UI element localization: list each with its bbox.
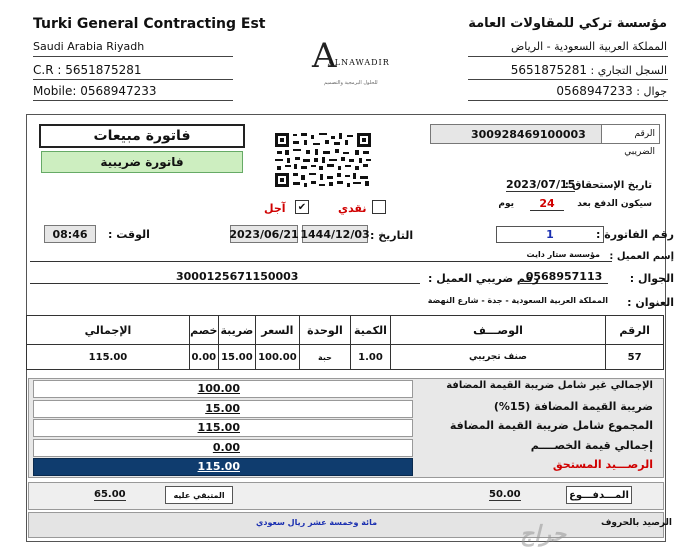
time-label: الوقت :: [108, 228, 150, 241]
payment-due-label: سيكون الدفع بعد: [577, 199, 652, 209]
divider: [468, 82, 668, 101]
payment-due-days: 24: [530, 197, 564, 211]
company-name-ar: مؤسسة تركي للمقاولات العامة: [468, 16, 667, 31]
customer-tax-label: رقم ضريبي العميل :: [428, 272, 540, 285]
remaining-value: 65.00: [94, 489, 126, 500]
invoice-number-label: رقم الفاتورة :: [595, 228, 674, 241]
divider: [468, 38, 668, 57]
address-label: العنوان :: [627, 296, 674, 309]
invoice-subtitle: فاتورة ضريبية: [41, 151, 243, 173]
company-location-en: Saudi Arabia Riyadh: [33, 40, 145, 53]
tax-number-box: [430, 124, 660, 157]
customer-address: المملكة العربية السعودية - جدة - شارع النهضة: [427, 296, 608, 305]
header-desc: الوصـــف: [390, 316, 606, 345]
tax-number-value: 300928469100003: [471, 128, 586, 141]
header-discount: خصم: [189, 316, 218, 345]
customer-tax: 3000125671150003: [30, 270, 420, 284]
cell-desc: صنف تجريبي: [390, 345, 606, 370]
header-no: الرقم: [606, 316, 664, 345]
invoice-title: فاتورة مبيعات: [39, 124, 245, 148]
items-table: [26, 315, 664, 370]
header-price: السعر: [256, 316, 300, 345]
due-label: الرصـــيد المستحق: [552, 458, 653, 471]
logo-sub: للحلول البرمجية والتصميم: [324, 80, 378, 86]
watermark: حراج: [520, 522, 567, 547]
discount-row: [33, 439, 661, 457]
total-incl-label: المجموع شامل ضريبة القيمة المضافة: [449, 419, 653, 432]
subtotal-row: [33, 380, 661, 398]
divider: [33, 38, 233, 57]
header-qty: الكمية: [351, 316, 390, 345]
header-tax: ضريبة: [218, 316, 255, 345]
due-date-value: 2023/07/15: [506, 178, 576, 191]
vat-field: [33, 400, 413, 418]
subtotal-field: [33, 380, 413, 398]
customer-name: مؤسسة ستار دايت: [526, 250, 600, 259]
words-label: الرصيد بالحروف: [600, 518, 672, 528]
date-hijri: 1444/12/03: [302, 225, 368, 243]
vat-value: 15.00: [205, 402, 240, 415]
cell-price: 100.00: [256, 345, 300, 370]
credit-label: آجل: [264, 202, 286, 215]
time-value: 08:46: [44, 225, 96, 243]
discount-field: [33, 439, 413, 457]
check-icon: ✔: [297, 201, 307, 213]
company-location-ar: المملكة العربية السعودية - الرياض: [510, 40, 667, 53]
vat-label: ضريبة القيمة المضافة (15%): [493, 400, 653, 413]
cell-qty: 1.00: [351, 345, 390, 370]
cell-total: 115.00: [27, 345, 190, 370]
qr-code: [273, 131, 373, 189]
discount-label: إجمالي قيمة الخصــــم: [530, 439, 653, 452]
mobile-label: جوال :: [636, 85, 667, 98]
payment-due-unit: يوم: [498, 199, 514, 209]
cell-no: 57: [606, 345, 664, 370]
cell-unit: حبة: [299, 345, 351, 370]
divider: [468, 61, 668, 80]
due-date-label: تاريخ الإستحقاق :: [564, 180, 652, 191]
date-label: التاريخ :: [370, 229, 414, 242]
total-incl-row: [33, 419, 661, 437]
header-unit: الوحدة: [299, 316, 351, 345]
company-cr-en: C.R : 5651875281: [33, 63, 142, 77]
cr-value: 5651875281: [510, 63, 588, 77]
vat-row: [33, 400, 661, 418]
words-value: مائة وخمسة عشر ريال سعودي: [256, 518, 378, 527]
customer-name-label: إسم العميل :: [609, 251, 674, 262]
customer-name-line: [30, 247, 612, 262]
paid-value: 50.00: [489, 489, 521, 500]
mobile-value: 0568947233: [556, 84, 633, 98]
logo-text: ALNAWADIR: [328, 58, 390, 67]
due-row: [33, 458, 661, 476]
cash-label: نقدي: [338, 202, 367, 215]
cell-tax: 15.00: [218, 345, 255, 370]
due-value: 115.00: [197, 460, 240, 473]
company-mobile-en: Mobile: 0568947233: [33, 84, 157, 98]
logo-letter: A: [312, 36, 337, 76]
divider: [33, 61, 233, 80]
table-row: [27, 345, 664, 370]
cr-label: السجل التجاري :: [590, 64, 667, 77]
divider: [33, 82, 233, 101]
company-name-en: Turki General Contracting Est: [33, 16, 266, 32]
paid-label: المـــدفـــوع: [566, 486, 632, 504]
date-greg: 2023/06/21: [230, 225, 298, 243]
invoice-number: 1: [496, 226, 604, 243]
remaining-label: المتبقي عليه: [165, 486, 233, 504]
cash-checkbox[interactable]: [372, 200, 386, 214]
table-header-row: [27, 316, 664, 345]
total-incl-field: [33, 419, 413, 437]
tax-number-label: الرقم الضريبي: [601, 125, 659, 143]
subtotal-label: الإجمالي غير شامل ضريبة القيمة المضافة: [446, 380, 653, 391]
due-field: [33, 458, 413, 476]
total-incl-value: 115.00: [197, 421, 240, 434]
discount-value: 0.00: [212, 441, 240, 454]
subtotal-value: 100.00: [197, 382, 240, 395]
mobile-label: الجوال :: [629, 272, 674, 285]
credit-checkbox[interactable]: [295, 200, 309, 214]
header-total: الإجمالي: [27, 316, 190, 345]
company-logo: [298, 24, 396, 106]
cell-discount: 0.00: [189, 345, 218, 370]
customer-mobile: 0568957113: [520, 270, 608, 284]
